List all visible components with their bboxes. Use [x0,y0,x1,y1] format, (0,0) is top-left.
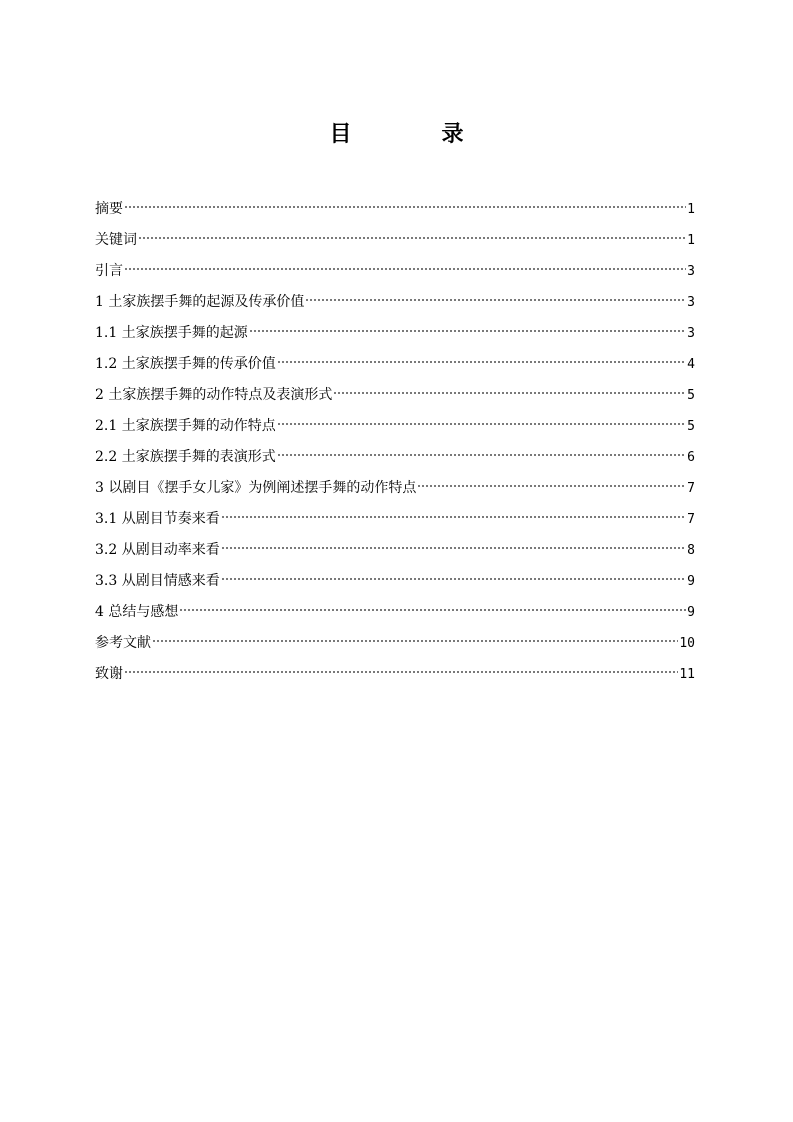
toc-entry-label: 4 总结与感想 [95,604,179,620]
toc-leader-dots [124,204,686,210]
toc-entry-page: 3 [687,295,695,310]
toc-entry-label: 1 土家族摆手舞的起源及传承价值 [95,294,305,310]
toc-leader-dots [333,390,686,396]
toc-entry[interactable] [95,256,695,287]
toc-entry-label: 2.1 土家族摆手舞的动作特点 [95,418,276,434]
toc-leader-dots [124,669,678,675]
toc-entry-page: 4 [687,357,695,372]
toc-entry[interactable] [95,194,695,225]
toc-entry-label: 关键词 [95,232,137,248]
toc-leader-dots [221,576,686,582]
toc-entry-page: 10 [679,636,695,651]
toc-entry-label: 3.3 从剧目情感来看 [95,573,220,589]
toc-entry-page: 1 [687,202,695,217]
toc-entry-page: 9 [687,605,695,620]
toc-entry[interactable] [95,473,695,504]
toc-entry-page: 5 [687,419,695,434]
toc-entry[interactable] [95,287,695,318]
toc-leader-dots [277,359,686,365]
toc-leader-dots [221,545,686,551]
toc-leader-dots [138,235,686,241]
toc-entry[interactable] [95,442,695,473]
toc-entry-label: 2.2 土家族摆手舞的表演形式 [95,449,276,465]
toc-entry[interactable] [95,349,695,380]
toc-entry-label: 3.2 从剧目动率来看 [95,542,220,558]
toc-entry-label: 参考文献 [95,635,151,651]
toc-entry-label: 1.1 土家族摆手舞的起源 [95,325,248,341]
toc-entry-page: 7 [687,512,695,527]
toc-leader-dots [277,421,686,427]
toc-entry[interactable] [95,628,695,659]
toc-entry-page: 6 [687,450,695,465]
toc-entry[interactable] [95,535,695,566]
toc-leader-dots [152,638,678,644]
toc-entry-label: 摘要 [95,201,123,217]
toc-entry-label: 致谢 [95,666,123,682]
toc-entry-label: 引言 [95,263,123,279]
toc-leader-dots [179,607,686,613]
toc-leader-dots [417,483,686,489]
toc-entry-label: 3 以剧目《摆手女儿家》为例阐述摆手舞的动作特点 [95,480,417,496]
toc-entry[interactable] [95,504,695,535]
toc-entry[interactable] [95,411,695,442]
toc-leader-dots [124,266,686,272]
toc-entry-page: 3 [687,326,695,341]
toc-entry[interactable] [95,566,695,597]
toc-entry-page: 3 [687,264,695,279]
toc-leader-dots [305,297,686,303]
toc-leader-dots [277,452,686,458]
toc-list [95,194,695,690]
toc-entry-page: 7 [687,481,695,496]
toc-entry[interactable] [95,380,695,411]
toc-entry[interactable] [95,597,695,628]
toc-entry-page: 8 [687,543,695,558]
toc-entry-label: 2 土家族摆手舞的动作特点及表演形式 [95,387,333,403]
toc-leader-dots [221,514,686,520]
toc-entry-label: 3.1 从剧目节奏来看 [95,511,220,527]
toc-entry-label: 1.2 土家族摆手舞的传承价值 [95,356,276,372]
toc-entry[interactable] [95,225,695,256]
toc-entry-page: 11 [679,667,695,682]
toc-entry[interactable] [95,318,695,349]
toc-entry-page: 5 [687,388,695,403]
toc-entry-page: 1 [687,233,695,248]
toc-entry[interactable] [95,659,695,690]
toc-entry-page: 9 [687,574,695,589]
toc-leader-dots [249,328,686,334]
toc-title: 目 录 [329,121,498,147]
